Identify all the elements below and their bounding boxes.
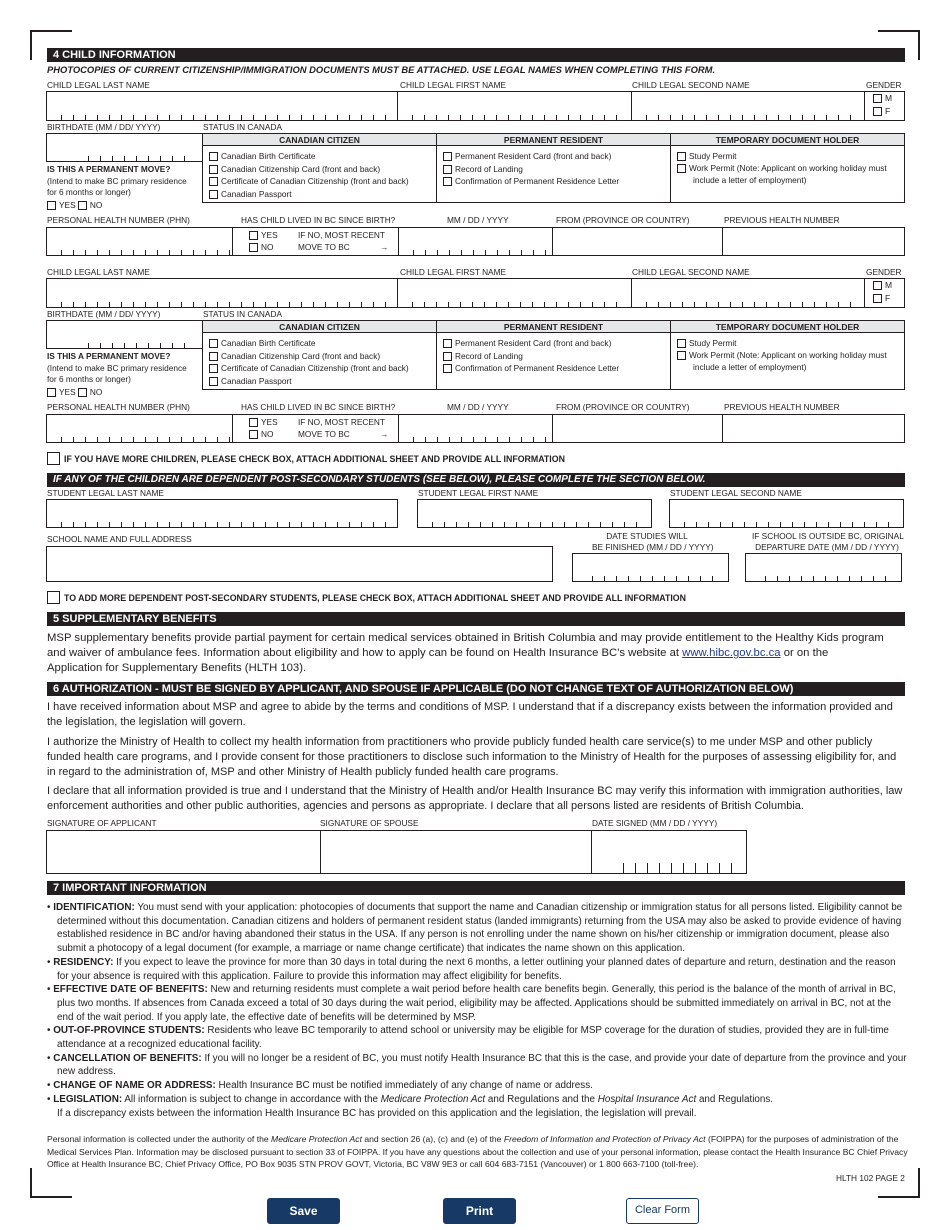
move-date-label: MM / DD / YYYY xyxy=(447,402,509,412)
permanent-resident-option[interactable] xyxy=(443,175,619,188)
departure-date-input[interactable] xyxy=(745,553,902,582)
item-text: You must send with your application: photocopies of documents that support the name and Canadian citizenship or immigration status for all persons listed. Eligibility cannot be determined without this documentation. Canadian citizens and holders of permanent resident status (landed immigrants) returning from the USA may also be asked to provide evidence of having established residence in BC and/or having abandoned their status in the USA. If any person is not enrolling under the name shown on his/her citizenship or immigration document, please also submit a photocopy of a legal document (for example, a marriage or name change certificate) that indicates the name shown on this application. xyxy=(57,902,903,955)
child-last-name-label: CHILD LEGAL LAST NAME xyxy=(47,267,150,277)
permanent-resident-option[interactable] xyxy=(443,362,619,375)
canadian-citizen-option[interactable] xyxy=(209,175,409,188)
option-label: Canadian Birth Certificate xyxy=(221,338,316,348)
item-text: Hospital Insurance Act xyxy=(597,1093,697,1105)
section-5-line-2: and waiver of ambulance fees. Information about eligibility and how to apply can be found on Health Insurance BC's website at xyxy=(47,647,680,659)
checkbox[interactable] xyxy=(677,164,686,173)
previous-health-number-label: PREVIOUS HEALTH NUMBER xyxy=(724,215,840,225)
item-heading: CANCELLATION OF BENEFITS: xyxy=(53,1052,202,1064)
item-heading: EFFECTIVE DATE OF BENEFITS: xyxy=(53,984,208,996)
privacy-notice xyxy=(47,1133,909,1171)
permanent-move-note-1: (Intend to make BC primary residence xyxy=(47,362,187,373)
checkbox[interactable] xyxy=(677,351,686,360)
option-label: Canadian Passport xyxy=(221,188,292,199)
canadian-citizen-option[interactable] xyxy=(209,375,292,388)
departure-date-label xyxy=(752,531,902,553)
item-heading: RESIDENCY: xyxy=(53,956,114,968)
important-info-item: • RESIDENCY: If you expect to leave the province for more than 30 days in total during the next 6 months, a letter outlining your planned dates of departure and return, destination and the reason for your absence is required with this application. Failure to provide this information may affect eligibility for benefits. xyxy=(47,956,896,982)
study-permit-label: Study Permit xyxy=(689,151,737,161)
school-address-input[interactable] xyxy=(46,546,553,582)
option-label: Canadian Passport xyxy=(221,375,292,386)
authorization-paragraph-3: I declare that all information provided is true and I understand that the Ministry of Health and/or Health Insurance BC may verify this information with immigration authorities, law enforcement authorities and other public authorities, agencies and persons as appropriate. I declare that all persons listed are residents of British Columbia. xyxy=(47,785,903,812)
gender-options xyxy=(864,278,905,308)
from-label: FROM (PROVINCE OR COUNTRY) xyxy=(556,215,690,225)
item-text: and Regulations and the xyxy=(487,1093,595,1105)
student-first-name-label: STUDENT LEGAL FIRST NAME xyxy=(418,488,539,498)
phn-ticks xyxy=(50,437,230,442)
section-4-note: PHOTOCOPIES OF CURRENT CITIZENSHIP/IMMIGRATION DOCUMENTS MUST BE ATTACHED. USE LEGAL NAMES WHEN COMPLETING THIS FORM. xyxy=(47,64,716,75)
child-block-2 xyxy=(0,265,950,445)
item-heading: LEGISLATION: xyxy=(53,1093,123,1105)
permanent-move-title: IS THIS A PERMANENT MOVE? xyxy=(47,351,171,361)
checkbox[interactable] xyxy=(209,165,218,174)
child-last-name-input[interactable] xyxy=(46,91,398,121)
child-first-name-input[interactable] xyxy=(397,91,632,121)
arrow-right-icon: → xyxy=(380,242,389,252)
move-date-label: MM / DD / YYYY xyxy=(447,215,509,225)
study-permit-label: Study Permit xyxy=(689,338,737,348)
clear-form-button[interactable]: Clear Form xyxy=(626,1198,699,1224)
permanent-move-options xyxy=(47,200,187,212)
temporary-document-heading: TEMPORARY DOCUMENT HOLDER xyxy=(671,134,904,146)
permanent-resident-option[interactable] xyxy=(443,350,523,363)
lived-no-option[interactable] xyxy=(249,428,278,440)
birthdate-label: BIRTHDATE (MM / DD/ YYYY) xyxy=(47,309,161,319)
child-first-name-label: CHILD LEGAL FIRST NAME xyxy=(400,267,507,277)
canadian-citizen-heading: CANADIAN CITIZEN xyxy=(203,134,436,146)
important-info-item: • EFFECTIVE DATE OF BENEFITS: New and returning residents must complete a wait period before health care benefits begin. Generally, this period is the balance of the month of arrival in BC, plus two months. If absences from Canada exceed a total of 30 days during the wait period, eligibility may be affected. Applications should be submitted immediately on arrival in BC, not at the end of the wait period. If you apply late, the effective date of benefits will be determined by MSP. xyxy=(47,984,896,1023)
option-label: Permanent Resident Card (front and back) xyxy=(455,338,612,348)
temporary-document-column xyxy=(670,133,905,203)
item-text: New and returning residents must complete a wait period before health care benefits begin. Generally, this period is the balance of the month of arrival in BC, plus two months. If absences from Canada exceed a total of 30 days during the wait period, eligibility may be affected. Applications should be submitted immediately on arrival in BC, not at the end of the wait period. If you apply late, the effective date of benefits will be determined by MSP. xyxy=(57,984,896,1023)
permanent-resident-heading: PERMANENT RESIDENT xyxy=(437,134,670,146)
lived-yes-option[interactable] xyxy=(249,416,278,428)
authorization-paragraph-1: I have received information about MSP and agree to abide by the terms and conditions of MSP. I understand that if a discrepancy exists between the information provided and the legislation, the legislation will govern. xyxy=(47,701,893,728)
lived-in-bc-label: HAS CHILD LIVED IN BC SINCE BIRTH? xyxy=(241,215,396,225)
status-label: STATUS IN CANADA xyxy=(203,309,282,319)
temporary-document-column xyxy=(670,320,905,390)
gender-female-checkbox[interactable] xyxy=(873,107,882,116)
option-label: Record of Landing xyxy=(455,163,523,174)
school-label: SCHOOL NAME AND FULL ADDRESS xyxy=(47,534,192,544)
yes-label: YES xyxy=(59,386,76,397)
study-permit-option[interactable] xyxy=(677,150,737,163)
canadian-citizen-option[interactable] xyxy=(209,337,316,350)
canadian-citizen-option[interactable] xyxy=(209,150,316,163)
child-second-name-input[interactable] xyxy=(631,91,865,121)
permanent-move-no-checkbox[interactable] xyxy=(78,388,87,397)
option-label: Confirmation of Permanent Residence Letter xyxy=(455,176,620,186)
gender-male-label: M xyxy=(885,280,893,290)
item-text: Residents who leave BC temporarily to attend school or university may be eligible for MSP coverage for the duration of studies, provided they are in full-time attendance at a recognized educational facility. xyxy=(57,1025,889,1051)
permanent-move-yes-checkbox[interactable] xyxy=(47,388,56,397)
recent-move-note xyxy=(298,229,388,253)
birthdate-input[interactable] xyxy=(46,320,203,349)
no-label: NO xyxy=(261,429,274,439)
work-permit-option[interactable] xyxy=(677,349,887,362)
gender-female-option[interactable] xyxy=(873,293,890,303)
checkbox[interactable] xyxy=(443,339,452,348)
item-heading: IDENTIFICATION: xyxy=(53,902,135,913)
arrow-right-icon: → xyxy=(380,429,389,439)
checkbox[interactable] xyxy=(209,364,218,373)
yes-label: YES xyxy=(261,230,278,240)
privacy-c: and section 26 (a), (c) and (e) of the xyxy=(364,1134,502,1144)
authorization-paragraph-2: I authorize the Ministry of Health to collect my health information from practitioners who provide publicly funded health care service(s) to me under MSP and other publicly funded health care programs, and I provide consent for those practitioners to disclose such information to the Ministry of Health for the purposes of assessing eligibility for, and in regard to the administration of, MSP and other Ministry of Health publicly funded health care programs. xyxy=(47,736,897,778)
section-6-header: 6 AUTHORIZATION - MUST BE SIGNED BY APPLICANT, AND SPOUSE IF APPLICABLE (DO NOT CHANGE TEXT OF AUTHORIZATION BELOW) xyxy=(47,682,905,696)
student-last-name-input[interactable] xyxy=(46,499,398,528)
study-permit-option[interactable] xyxy=(677,337,737,350)
child-second-name-input[interactable] xyxy=(631,278,865,308)
lived-in-bc-label: HAS CHILD LIVED IN BC SINCE BIRTH? xyxy=(241,402,396,412)
canadian-citizen-column xyxy=(202,320,437,390)
vline xyxy=(552,227,553,256)
phn-label: PERSONAL HEALTH NUMBER (PHN) xyxy=(47,402,190,412)
canadian-citizen-option[interactable] xyxy=(209,362,409,375)
child-first-name-label: CHILD LEGAL FIRST NAME xyxy=(400,80,507,90)
checkbox[interactable] xyxy=(443,165,452,174)
signature-applicant-label: SIGNATURE OF APPLICANT xyxy=(47,818,157,828)
departure-line-2: DEPARTURE DATE (MM / DD / YYYY) xyxy=(755,542,899,552)
gender-female-option[interactable] xyxy=(873,106,890,116)
work-permit-note: include a letter of employment) xyxy=(693,175,807,185)
canadian-citizen-heading: CANADIAN CITIZEN xyxy=(203,321,436,333)
work-permit-note: include a letter of employment) xyxy=(693,362,807,372)
permanent-move-note-2: for 6 months or longer) xyxy=(47,187,131,197)
lived-yes-checkbox[interactable] xyxy=(249,418,258,427)
gender-male-checkbox[interactable] xyxy=(873,94,882,103)
permanent-resident-option[interactable] xyxy=(443,150,611,163)
more-students-checkbox[interactable] xyxy=(47,591,60,604)
date-signed-label: DATE SIGNED (MM / DD / YYYY) xyxy=(592,818,718,828)
item-heading: OUT-OF-PROVINCE STUDENTS: xyxy=(53,1025,205,1037)
recent-move-line-1: IF NO, MOST RECENT xyxy=(298,417,385,427)
permanent-move-options xyxy=(47,387,187,399)
student-last-name-label: STUDENT LEGAL LAST NAME xyxy=(47,488,164,498)
gender-label: GENDER xyxy=(866,267,902,277)
student-first-name-input[interactable] xyxy=(417,499,652,528)
work-permit-label: Work Permit (Note: Applicant on working holiday must xyxy=(689,163,887,173)
checkbox[interactable] xyxy=(443,352,452,361)
permanent-move-note-2: for 6 months or longer) xyxy=(47,374,131,384)
gender-label: GENDER xyxy=(866,80,902,90)
item-text: If you expect to leave the province for more than 30 days in total during the next 6 months, a letter outlining your planned dates of departure and return, destination and the reason for your absence is required with this application. Failure to provide this information may affect eligibility for benefits. xyxy=(57,956,896,982)
important-info-list xyxy=(47,901,909,1120)
permanent-move-note-1: (Intend to make BC primary residence xyxy=(47,175,187,186)
status-table xyxy=(202,320,905,390)
birthdate-label: BIRTHDATE (MM / DD/ YYYY) xyxy=(47,122,161,132)
previous-health-number-label: PREVIOUS HEALTH NUMBER xyxy=(724,402,840,412)
form-footer-id: HLTH 102 PAGE 2 xyxy=(836,1173,905,1183)
vline xyxy=(722,227,723,256)
option-label: Certificate of Canadian Citizenship (front and back) xyxy=(221,363,409,373)
canadian-citizen-option[interactable] xyxy=(209,163,380,176)
vline xyxy=(552,414,553,443)
vline xyxy=(232,227,233,256)
important-info-item: • CANCELLATION OF BENEFITS: If you will no longer be a resident of BC, you must notify Health Insurance BC that this is the case, and provide your date of departure from the province and your new address. xyxy=(47,1052,907,1078)
vline xyxy=(722,414,723,443)
more-children-label: IF YOU HAVE MORE CHILDREN, PLEASE CHECK BOX, ATTACH ADDITIONAL SHEET AND PROVIDE ALL INFORMATION xyxy=(64,454,565,464)
birthdate-input[interactable] xyxy=(46,133,203,162)
item-text: Health Insurance BC must be notified immediately of any change of name or address. xyxy=(218,1080,593,1092)
permanent-resident-heading: PERMANENT RESIDENT xyxy=(437,321,670,333)
section-5-line-3: Application for Supplementary Benefits (HLTH 103). xyxy=(47,662,307,674)
student-second-name-input[interactable] xyxy=(669,499,904,528)
option-label: Record of Landing xyxy=(455,350,523,361)
child-last-name-input[interactable] xyxy=(46,278,398,308)
option-label: Canadian Citizenship Card (front and back) xyxy=(221,350,381,361)
checkbox[interactable] xyxy=(677,152,686,161)
gender-male-label: M xyxy=(885,93,893,103)
yes-label: YES xyxy=(59,199,76,210)
option-label: Permanent Resident Card (front and back) xyxy=(455,151,612,161)
important-info-item: • OUT-OF-PROVINCE STUDENTS: Residents who leave BC temporarily to attend school or university may be eligible for MSP coverage for the duration of studies, provided they are in full-time attendance at a recognized educational facility. xyxy=(47,1025,889,1051)
status-label: STATUS IN CANADA xyxy=(203,122,282,132)
gender-female-checkbox[interactable] xyxy=(873,294,882,303)
signature-spouse-input[interactable] xyxy=(320,830,592,874)
recent-move-note xyxy=(298,416,388,440)
section-7-header: 7 IMPORTANT INFORMATION xyxy=(47,881,905,895)
item-text: and Regulations. xyxy=(698,1093,774,1105)
section-5-line-1: MSP supplementary benefits provide partial payment for certain medical services obtained in British Columbia and may provide entitlement to the Healthy Kids program xyxy=(47,632,884,644)
section-5-line-2b: or on the xyxy=(783,647,829,659)
studies-finish-line-1: DATE STUDIES WILL xyxy=(606,531,688,541)
temporary-document-heading: TEMPORARY DOCUMENT HOLDER xyxy=(671,321,904,333)
checkbox[interactable] xyxy=(443,364,452,373)
phn-ticks xyxy=(50,250,230,255)
lived-in-bc-options xyxy=(249,229,278,253)
save-button[interactable]: Save xyxy=(267,1198,340,1224)
signature-spouse-label: SIGNATURE OF SPOUSE xyxy=(320,818,419,828)
item-text: All information is subject to change in accordance with the xyxy=(124,1093,378,1105)
departure-line-1: IF SCHOOL IS OUTSIDE BC, ORIGINAL xyxy=(752,531,904,541)
gender-female-label: F xyxy=(885,106,891,116)
no-label: NO xyxy=(261,242,274,252)
recent-move-line-2: MOVE TO BC xyxy=(298,429,350,439)
option-label: Confirmation of Permanent Residence Letter xyxy=(455,363,620,373)
privacy-e: (FOIPPA) for the purposes of administration of the Medical Services Plan. Information may be disclosed pursuant to section 33 of FOIPPA. If you have any questions about the collection and use of your personal information, please contact the Health Insurance BC Chief Privacy Office at Health Insurance BC, Chief Privacy Office, PO Box 9035 STN PROV GOVT, Victoria, BC V8W 9E3 or call 604 683-7151 (Vancouver) or 1 800 663-7100 (toll-free). xyxy=(47,1134,908,1169)
important-info-item: • LEGISLATION: All information is subject to change in accordance with the Medicare Protection Act and Regulations and the Hospital Insurance Act and Regulations. If a discrepancy exists between the information Health Insurance BC has provided on this application and the legislation, the legislation will prevail. xyxy=(47,1093,774,1119)
studies-finish-date-input[interactable] xyxy=(572,553,729,582)
studies-finish-label xyxy=(592,531,714,553)
lived-yes-option[interactable] xyxy=(249,229,278,241)
privacy-a: Personal information is collected under the authority of the xyxy=(47,1134,269,1144)
permanent-resident-column xyxy=(436,320,671,390)
option-label: Canadian Citizenship Card (front and back) xyxy=(221,163,381,174)
item-text: If you will no longer be a resident of BC, you must notify Health Insurance BC that this is the case, and provide your date of departure from the province and your new address. xyxy=(57,1052,907,1078)
hibc-website-link[interactable]: www.hibc.gov.bc.ca xyxy=(682,647,781,659)
privacy-d: Freedom of Information and Protection of Privacy Act xyxy=(503,1134,706,1144)
no-label: NO xyxy=(89,386,103,397)
option-label: Certificate of Canadian Citizenship (front and back) xyxy=(221,176,409,186)
vline xyxy=(398,414,399,443)
privacy-b: Medicare Protection Act xyxy=(271,1134,362,1144)
permanent-move-question xyxy=(47,164,187,211)
move-date-ticks xyxy=(402,250,548,255)
more-children-checkbox[interactable] xyxy=(47,452,60,465)
lived-no-checkbox[interactable] xyxy=(249,243,258,252)
important-info-item: • IDENTIFICATION: You must send with your application: photocopies of documents that support the name and Canadian citizenship or immigration status for all persons listed. Eligibility cannot be determined without this documentation. Canadian citizens and holders of permanent resident status (landed immigrants) returning from the USA may also be asked to provide evidence of having established residence in BC and/or having abandoned their status in the USA. If any person is not enrolling under the name shown on his/her citizenship or immigration document, please also submit a photocopy of a legal document (for example, a marriage or name change certificate) that indicates the name shown on this application. xyxy=(47,902,903,955)
item-text: Medicare Protection Act xyxy=(380,1093,486,1105)
crop-mark-bl xyxy=(30,1168,72,1198)
vline xyxy=(232,414,233,443)
permanent-move-question xyxy=(47,351,187,398)
section-5-text xyxy=(47,631,907,676)
canadian-citizen-column xyxy=(202,133,437,203)
print-button[interactable]: Print xyxy=(443,1198,516,1224)
work-permit-option[interactable] xyxy=(677,162,887,175)
important-info-item: • CHANGE OF NAME OR ADDRESS: Health Insurance BC must be notified immediately of any change of name or address. xyxy=(47,1080,593,1092)
checkbox[interactable] xyxy=(209,377,218,386)
checkbox[interactable] xyxy=(209,352,218,361)
yes-label: YES xyxy=(261,417,278,427)
recent-move-line-1: IF NO, MOST RECENT xyxy=(298,230,385,240)
child-last-name-label: CHILD LEGAL LAST NAME xyxy=(47,80,150,90)
checkbox[interactable] xyxy=(209,152,218,161)
recent-move-line-2: MOVE TO BC xyxy=(298,242,350,252)
option-label: Canadian Birth Certificate xyxy=(221,151,316,161)
permanent-move-no-checkbox[interactable] xyxy=(78,201,87,210)
lived-yes-checkbox[interactable] xyxy=(249,231,258,240)
gender-male-option[interactable] xyxy=(873,280,892,290)
section-4-header: 4 CHILD INFORMATION xyxy=(47,48,905,62)
checkbox[interactable] xyxy=(209,339,218,348)
lived-no-checkbox[interactable] xyxy=(249,430,258,439)
work-permit-label: Work Permit (Note: Applicant on working holiday must xyxy=(689,350,887,360)
student-section-bar: IF ANY OF THE CHILDREN ARE DEPENDENT POST-SECONDARY STUDENTS (SEE BELOW), PLEASE COMPLETE THE SECTION BELOW. xyxy=(47,473,905,487)
gender-options xyxy=(864,91,905,121)
date-signed-input[interactable] xyxy=(591,830,747,874)
child-first-name-input[interactable] xyxy=(397,278,632,308)
canadian-citizen-option[interactable] xyxy=(209,350,380,363)
status-table xyxy=(202,133,905,203)
permanent-move-title: IS THIS A PERMANENT MOVE? xyxy=(47,164,171,174)
checkbox[interactable] xyxy=(443,152,452,161)
gender-male-checkbox[interactable] xyxy=(873,281,882,290)
no-label: NO xyxy=(89,199,103,210)
section-5-header: 5 SUPPLEMENTARY BENEFITS xyxy=(47,612,905,626)
gender-female-label: F xyxy=(885,293,891,303)
child-second-name-label: CHILD LEGAL SECOND NAME xyxy=(632,267,750,277)
gender-male-option[interactable] xyxy=(873,93,892,103)
phn-label: PERSONAL HEALTH NUMBER (PHN) xyxy=(47,215,190,225)
checkbox[interactable] xyxy=(443,177,452,186)
signature-applicant-input[interactable] xyxy=(46,830,321,874)
move-date-ticks xyxy=(402,437,548,442)
checkbox[interactable] xyxy=(209,177,218,186)
item-heading: CHANGE OF NAME OR ADDRESS: xyxy=(53,1080,216,1092)
lived-no-option[interactable] xyxy=(249,241,278,253)
canadian-citizen-option[interactable] xyxy=(209,188,292,201)
child-block-1 xyxy=(0,78,950,258)
lived-in-bc-options xyxy=(249,416,278,440)
checkbox[interactable] xyxy=(209,190,218,199)
student-second-name-label: STUDENT LEGAL SECOND NAME xyxy=(670,488,802,498)
permanent-resident-option[interactable] xyxy=(443,337,611,350)
permanent-resident-column xyxy=(436,133,671,203)
from-label: FROM (PROVINCE OR COUNTRY) xyxy=(556,402,690,412)
studies-finish-line-2: BE FINISHED (MM / DD / YYYY) xyxy=(592,542,714,552)
permanent-resident-option[interactable] xyxy=(443,163,523,176)
item-text: If a discrepancy exists between the information Health Insurance BC has provided on this application and the legislation, the legislation will prevail. xyxy=(57,1107,697,1119)
checkbox[interactable] xyxy=(677,339,686,348)
child-second-name-label: CHILD LEGAL SECOND NAME xyxy=(632,80,750,90)
vline xyxy=(398,227,399,256)
more-students-label: TO ADD MORE DEPENDENT POST-SECONDARY STUDENTS, PLEASE CHECK BOX, ATTACH ADDITIONAL SHEET AND PROVIDE ALL INFORMATION xyxy=(64,593,687,603)
permanent-move-yes-checkbox[interactable] xyxy=(47,201,56,210)
